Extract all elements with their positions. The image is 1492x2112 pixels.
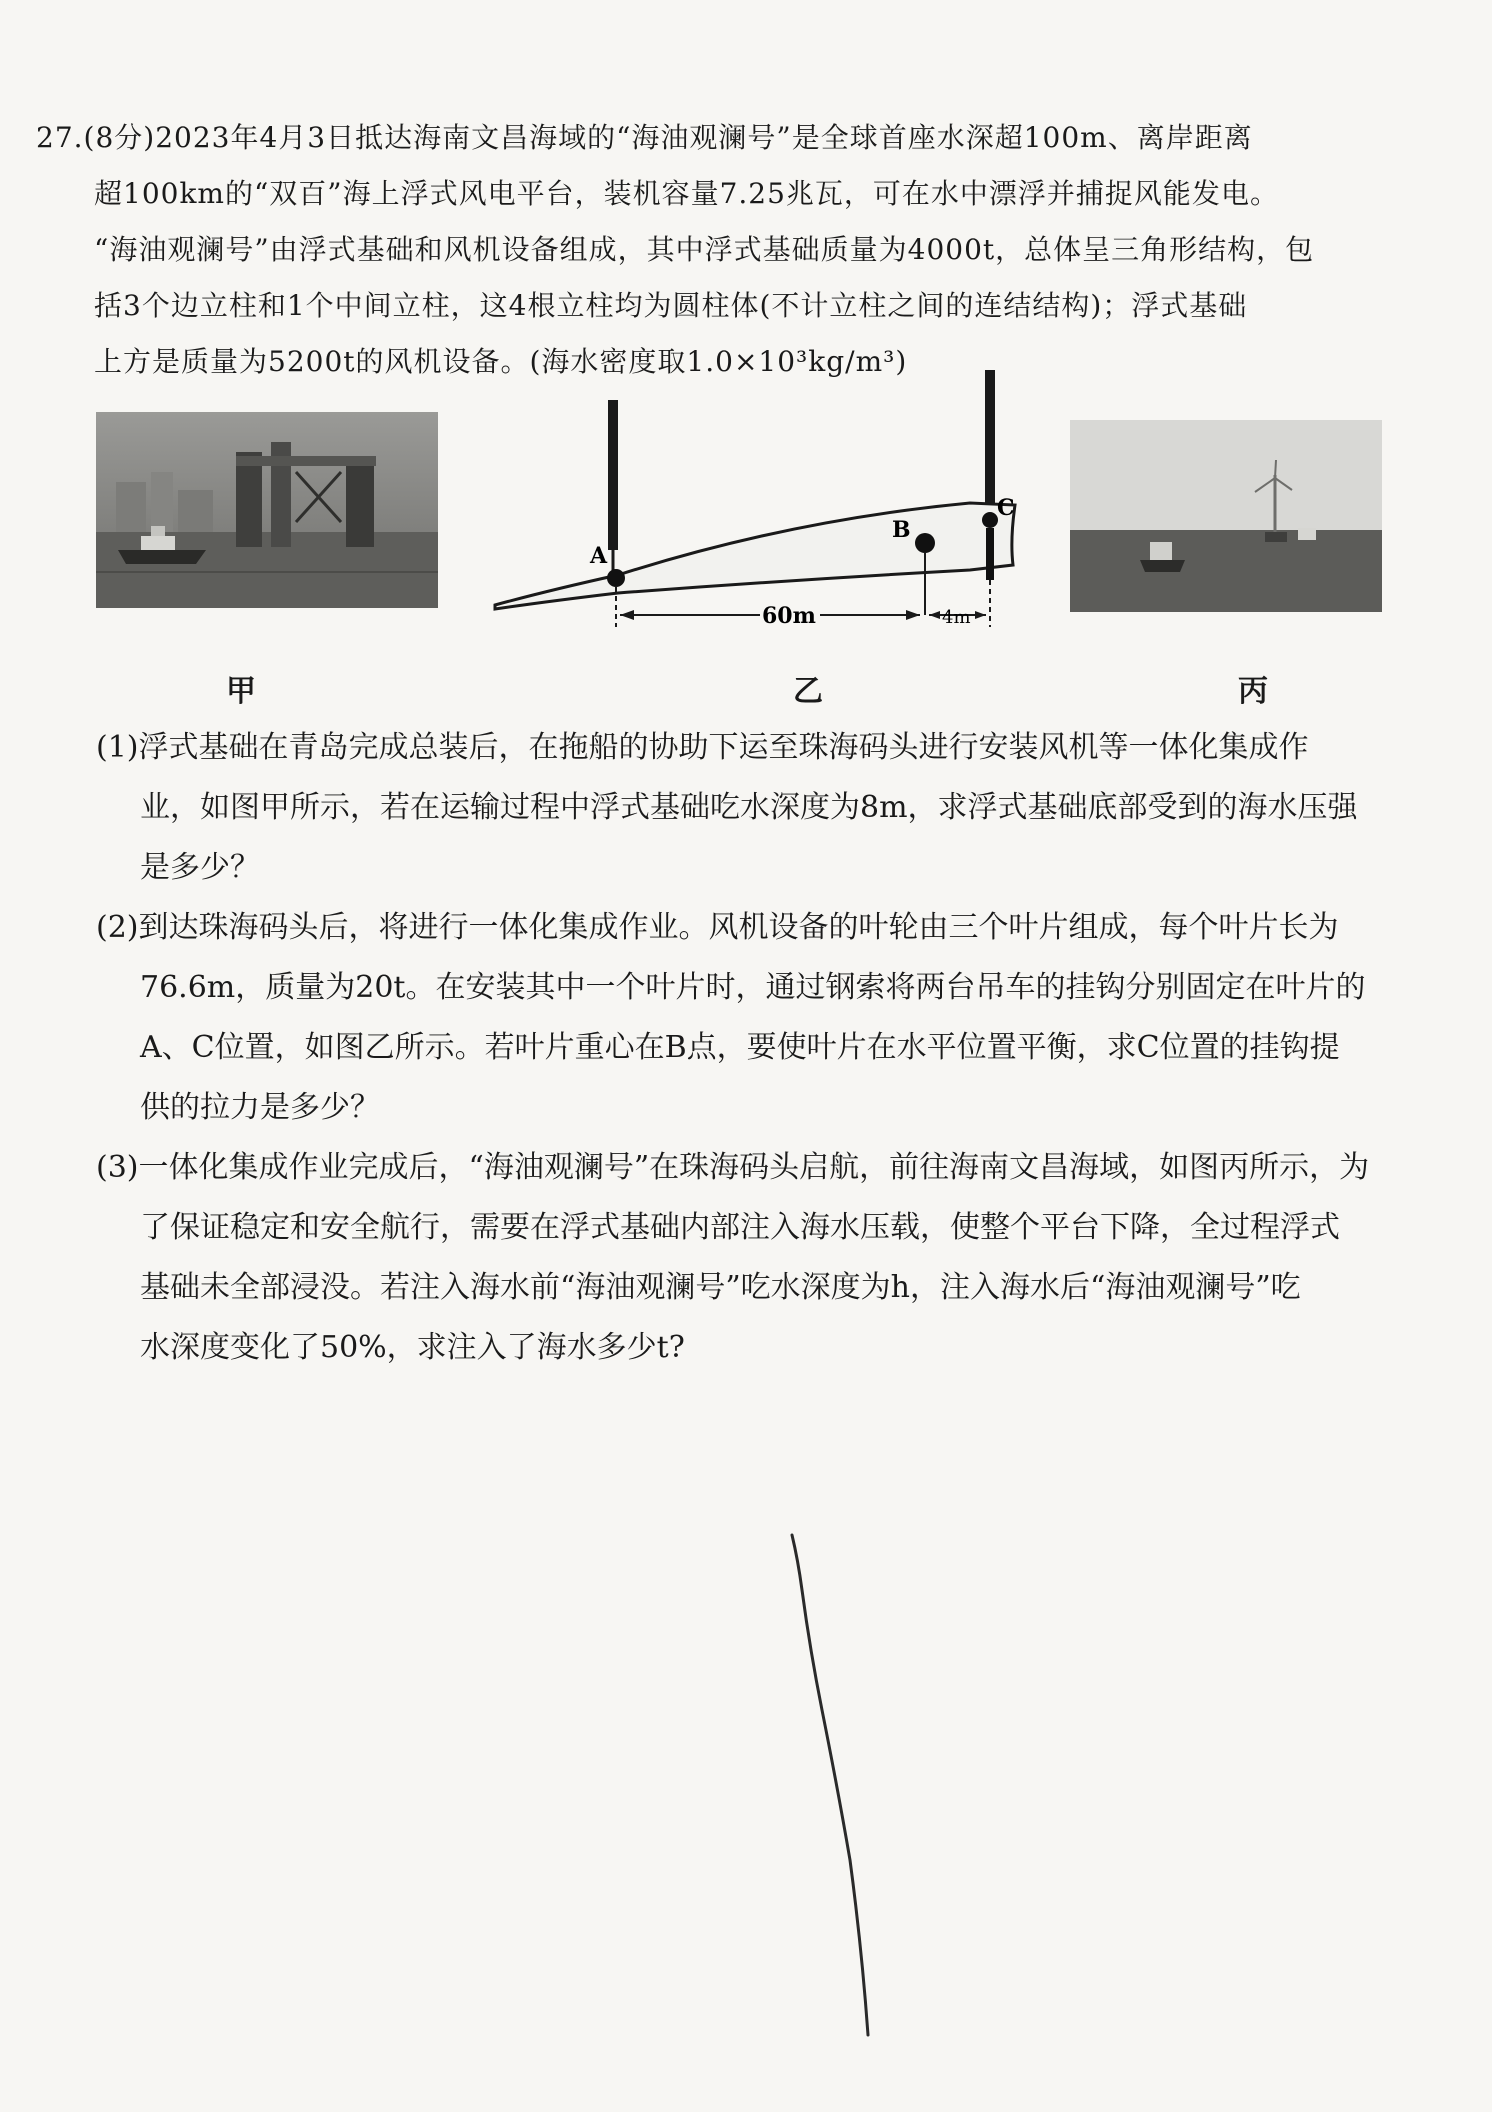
pen-stroke-mark bbox=[780, 1530, 900, 2050]
question-line: 水深度变化了50%，求注入了海水多少t? bbox=[140, 1330, 685, 1365]
stem-line: 超100km的“双百”海上浮式风电平台，装机容量7.25兆瓦，可在水中漂浮并捕捉风能发电。 bbox=[94, 177, 1279, 210]
question-line: 是多少？ bbox=[140, 850, 260, 885]
platform-tow-photo bbox=[96, 412, 438, 608]
question-2 bbox=[96, 898, 1426, 1138]
caption-bing: 丙 bbox=[1238, 674, 1268, 709]
stem-line: 27.(8分)2023年4月3日抵达海南文昌海域的“海油观澜号”是全球首座水深超100m、离岸距离 bbox=[36, 121, 1253, 154]
question-line: (2)到达珠海码头后，将进行一体化集成作业。风机设备的叶轮由三个叶片组成，每个叶片长为 bbox=[96, 910, 1339, 945]
question-line: 基础未全部浸没。若注入海水前“海油观澜号”吃水深度为h，注入海水后“海油观澜号”吃 bbox=[140, 1270, 1301, 1305]
question-line: 了保证稳定和安全航行，需要在浮式基础内部注入海水压载，使整个平台下降，全过程浮式 bbox=[140, 1210, 1340, 1245]
label-c: C bbox=[997, 495, 1015, 521]
figure-bing-photo bbox=[1070, 420, 1382, 612]
blade-lever-diagram bbox=[490, 365, 1050, 640]
question-3 bbox=[96, 1138, 1426, 1378]
figure-jia-photo bbox=[96, 412, 438, 608]
question-1 bbox=[96, 718, 1426, 898]
blade-shape bbox=[495, 503, 1015, 609]
stem-line: “海油观澜号”由浮式基础和风机设备组成，其中浮式基础质量为4000t，总体呈三角形结构，包 bbox=[94, 233, 1315, 266]
point-c bbox=[982, 512, 998, 528]
dimension-ab: 60m bbox=[762, 603, 816, 629]
question-line: 76.6m，质量为20t。在安装其中一个叶片时，通过钢索将两台吊车的挂钩分别固定在叶片的 bbox=[140, 970, 1366, 1005]
caption-yi: 乙 bbox=[793, 674, 823, 709]
stem-line: 括3个边立柱和1个中间立柱，这4根立柱均为圆柱体(不计立柱之间的连结结构)；浮式基础 bbox=[94, 289, 1248, 322]
crane-cable-left bbox=[608, 400, 618, 550]
question-line: 业，如图甲所示，若在运输过程中浮式基础吃水深度为8m，求浮式基础底部受到的海水压强 bbox=[140, 790, 1358, 825]
question-line: 供的拉力是多少？ bbox=[140, 1090, 380, 1125]
question-line: (1)浮式基础在青岛完成总装后，在拖船的协助下运至珠海码头进行安装风机等一体化集成作 bbox=[96, 730, 1309, 765]
crane-cable-right bbox=[985, 370, 995, 505]
question-line: (3)一体化集成作业完成后，“海油观澜号”在珠海码头启航，前往海南文昌海域，如图丙所示，为 bbox=[96, 1150, 1370, 1185]
point-b bbox=[915, 533, 935, 553]
question-line: A、C位置，如图乙所示。若叶片重心在B点，要使叶片在水平位置平衡，求C位置的挂钩提 bbox=[140, 1030, 1340, 1065]
figure-yi-diagram bbox=[490, 365, 1050, 640]
caption-jia: 甲 bbox=[226, 674, 256, 709]
label-a: A bbox=[590, 543, 608, 569]
label-b: B bbox=[892, 517, 911, 543]
problem-stem bbox=[36, 110, 1376, 390]
platform-sea-photo bbox=[1070, 420, 1382, 612]
point-a bbox=[607, 569, 625, 587]
dimension-bc: 4m bbox=[942, 607, 971, 628]
stem-line: 上方是质量为5200t的风机设备。(海水密度取1.0×10³kg/m³) bbox=[94, 345, 908, 378]
